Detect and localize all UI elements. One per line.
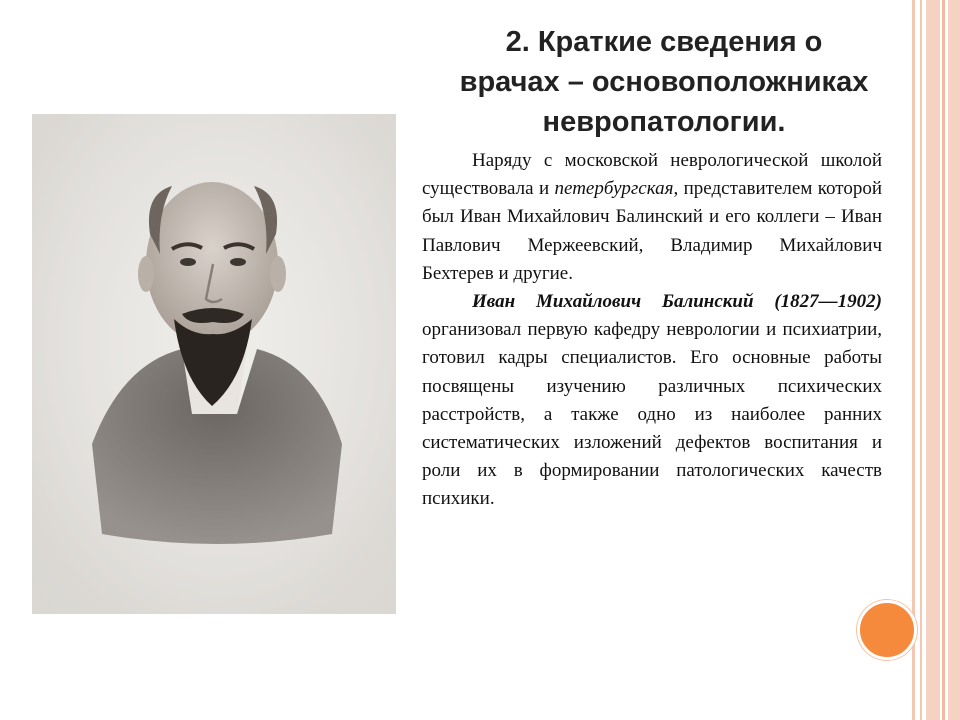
stripe	[942, 0, 945, 720]
text-run: организовал первую кафедру неврологии и психиатрии, готовил кадры специалистов. Его основные работы посвящены изучению различных психических расстройств, а также одно из наиболее ранних систематических изложений дефектов воспитания и роли их в формировании патологических качеств психики.	[422, 319, 882, 510]
stripe	[926, 0, 940, 720]
text-run: , представителем которой был Иван Михайлович Балинский и его коллеги – Иван Павлович Мержеевский, Владимир Михайлович Бехтерев и другие.	[422, 178, 882, 284]
portrait-illustration	[32, 114, 396, 614]
slide-body	[422, 147, 882, 514]
decorative-stripes	[912, 0, 960, 720]
italic-term: петербургская	[554, 178, 674, 200]
title-line: невропатологии.	[542, 106, 786, 138]
title-line: 2. Краткие сведения о	[505, 26, 823, 58]
portrait-photo	[32, 114, 396, 614]
slide-title	[410, 22, 918, 142]
stripe	[920, 0, 922, 720]
title-line: врачах – основоположниках	[459, 66, 869, 98]
paragraph-balinsky	[422, 288, 882, 514]
person-name-dates: Иван Михайлович Балинский (1827—1902)	[472, 291, 882, 313]
text-run: Наряду с московской неврологической школой существовала и	[422, 150, 882, 200]
decorative-circle	[857, 600, 917, 660]
stripe	[948, 0, 960, 720]
paragraph-petersburg-school	[422, 147, 882, 288]
